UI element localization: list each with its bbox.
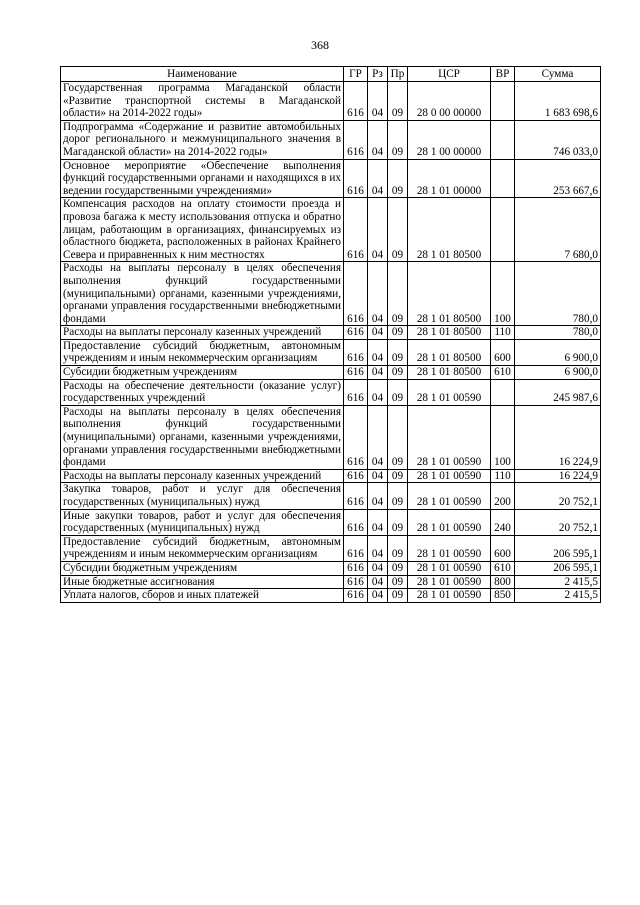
table-row — [61, 82, 601, 121]
table-row — [61, 339, 601, 365]
cell-rz: 04 — [368, 198, 388, 262]
cell-vr — [491, 379, 515, 405]
cell-gr: 616 — [344, 82, 368, 121]
cell-csr: 28 1 01 00590 — [408, 405, 491, 469]
column-header-sum: Сумма — [515, 67, 601, 82]
page-number: 368 — [311, 38, 329, 52]
cell-rz: 04 — [368, 535, 388, 561]
table-row — [61, 509, 601, 535]
cell-gr: 616 — [344, 198, 368, 262]
cell-pr: 09 — [388, 82, 408, 121]
cell-sum: 6 900,0 — [515, 339, 601, 365]
cell-gr: 616 — [344, 326, 368, 340]
cell-name: Основное мероприятие «Обеспечение выполнения функций государственными органами и находящихся в их ведении государственными учреждениями» — [61, 159, 344, 198]
cell-sum: 2 415,5 — [515, 589, 601, 603]
cell-vr: 610 — [491, 561, 515, 575]
cell-vr: 100 — [491, 262, 515, 326]
cell-sum: 7 680,0 — [515, 198, 601, 262]
cell-name: Государственная программа Магаданской области «Развитие транспортной системы в Магаданской области» на 2014-2022 годы» — [61, 82, 344, 121]
cell-rz: 04 — [368, 159, 388, 198]
cell-gr: 616 — [344, 535, 368, 561]
cell-csr: 28 1 01 00590 — [408, 561, 491, 575]
table-row — [61, 120, 601, 159]
cell-name: Иные закупки товаров, работ и услуг для обеспечения государственных (муниципальных) нужд — [61, 509, 344, 535]
table-row — [61, 575, 601, 589]
cell-vr: 240 — [491, 509, 515, 535]
cell-sum: 253 667,6 — [515, 159, 601, 198]
cell-rz: 04 — [368, 589, 388, 603]
cell-pr: 09 — [388, 589, 408, 603]
cell-pr: 09 — [388, 198, 408, 262]
table-row — [61, 469, 601, 483]
cell-vr: 100 — [491, 405, 515, 469]
cell-pr: 09 — [388, 366, 408, 380]
cell-gr: 616 — [344, 120, 368, 159]
cell-name: Субсидии бюджетным учреждениям — [61, 366, 344, 380]
cell-gr: 616 — [344, 483, 368, 509]
cell-pr: 09 — [388, 509, 408, 535]
table-row — [61, 262, 601, 326]
cell-name: Расходы на обеспечение деятельности (оказание услуг) государственных учреждений — [61, 379, 344, 405]
cell-pr: 09 — [388, 326, 408, 340]
cell-csr: 28 1 01 80500 — [408, 339, 491, 365]
cell-name: Расходы на выплаты персоналу казенных учреждений — [61, 326, 344, 340]
table-row — [61, 159, 601, 198]
table-row — [61, 326, 601, 340]
cell-pr: 09 — [388, 575, 408, 589]
table-row — [61, 561, 601, 575]
cell-sum: 746 033,0 — [515, 120, 601, 159]
cell-sum: 780,0 — [515, 262, 601, 326]
table-header-row — [61, 67, 601, 82]
cell-rz: 04 — [368, 82, 388, 121]
cell-sum: 245 987,6 — [515, 379, 601, 405]
cell-rz: 04 — [368, 469, 388, 483]
cell-name: Предоставление субсидий бюджетным, автономным учреждениям и иным некоммерческим организациям — [61, 339, 344, 365]
cell-csr: 28 1 01 80500 — [408, 198, 491, 262]
cell-name: Предоставление субсидий бюджетным, автономным учреждениям и иным некоммерческим организациям — [61, 535, 344, 561]
cell-sum: 1 683 698,6 — [515, 82, 601, 121]
cell-rz: 04 — [368, 483, 388, 509]
cell-pr: 09 — [388, 561, 408, 575]
cell-csr: 28 1 01 00590 — [408, 483, 491, 509]
cell-rz: 04 — [368, 405, 388, 469]
cell-sum: 6 900,0 — [515, 366, 601, 380]
cell-rz: 04 — [368, 379, 388, 405]
cell-pr: 09 — [388, 483, 408, 509]
cell-sum: 20 752,1 — [515, 483, 601, 509]
table-row — [61, 589, 601, 603]
table-row — [61, 483, 601, 509]
cell-rz: 04 — [368, 339, 388, 365]
cell-name: Расходы на выплаты персоналу казенных учреждений — [61, 469, 344, 483]
column-header-rz: Рз — [368, 67, 388, 82]
cell-sum: 206 595,1 — [515, 561, 601, 575]
cell-name: Закупка товаров, работ и услуг для обеспечения государственных (муниципальных) нужд — [61, 483, 344, 509]
column-header-name: Наименование — [61, 67, 344, 82]
cell-vr: 110 — [491, 469, 515, 483]
cell-rz: 04 — [368, 326, 388, 340]
cell-pr: 09 — [388, 339, 408, 365]
cell-vr: 800 — [491, 575, 515, 589]
cell-pr: 09 — [388, 120, 408, 159]
cell-rz: 04 — [368, 575, 388, 589]
cell-sum: 20 752,1 — [515, 509, 601, 535]
cell-pr: 09 — [388, 469, 408, 483]
cell-vr: 610 — [491, 366, 515, 380]
cell-csr: 28 1 01 80500 — [408, 366, 491, 380]
cell-csr: 28 1 01 80500 — [408, 262, 491, 326]
column-header-csr: ЦСР — [408, 67, 491, 82]
cell-pr: 09 — [388, 405, 408, 469]
cell-name: Уплата налогов, сборов и иных платежей — [61, 589, 344, 603]
cell-csr: 28 0 00 00000 — [408, 82, 491, 121]
cell-pr: 09 — [388, 535, 408, 561]
column-header-vr: ВР — [491, 67, 515, 82]
cell-pr: 09 — [388, 379, 408, 405]
column-header-pr: Пр — [388, 67, 408, 82]
cell-rz: 04 — [368, 509, 388, 535]
budget-table — [60, 66, 601, 603]
cell-gr: 616 — [344, 589, 368, 603]
cell-rz: 04 — [368, 120, 388, 159]
cell-pr: 09 — [388, 159, 408, 198]
cell-gr: 616 — [344, 561, 368, 575]
cell-csr: 28 1 00 00000 — [408, 120, 491, 159]
cell-sum: 16 224,9 — [515, 469, 601, 483]
cell-gr: 616 — [344, 262, 368, 326]
column-header-gr: ГР — [344, 67, 368, 82]
cell-csr: 28 1 01 80500 — [408, 326, 491, 340]
cell-gr: 616 — [344, 379, 368, 405]
cell-vr: 600 — [491, 535, 515, 561]
cell-rz: 04 — [368, 561, 388, 575]
cell-sum: 16 224,9 — [515, 405, 601, 469]
cell-csr: 28 1 01 00000 — [408, 159, 491, 198]
cell-gr: 616 — [344, 509, 368, 535]
cell-gr: 616 — [344, 159, 368, 198]
cell-sum: 780,0 — [515, 326, 601, 340]
cell-gr: 616 — [344, 405, 368, 469]
cell-name: Субсидии бюджетным учреждениям — [61, 561, 344, 575]
cell-vr: 600 — [491, 339, 515, 365]
cell-pr: 09 — [388, 262, 408, 326]
cell-csr: 28 1 01 00590 — [408, 509, 491, 535]
cell-name: Компенсация расходов на оплату стоимости проезда и провоза багажа к месту использования отпуска и обратно лицам, работающим в организациях, финансируемых из областного бюджета, расположенных в районах Крайнего Севера и приравненных к ним местностях — [61, 198, 344, 262]
cell-name: Расходы на выплаты персоналу в целях обеспечения выполнения функций государственными (муниципальными) органами, казенными учреждениями, органами управления государственными внебюджетными фондами — [61, 262, 344, 326]
cell-vr — [491, 120, 515, 159]
cell-gr: 616 — [344, 575, 368, 589]
cell-gr: 616 — [344, 366, 368, 380]
table-row — [61, 379, 601, 405]
cell-gr: 616 — [344, 469, 368, 483]
table-row — [61, 405, 601, 469]
table-row — [61, 366, 601, 380]
cell-csr: 28 1 01 00590 — [408, 469, 491, 483]
table-row — [61, 198, 601, 262]
table-row — [61, 535, 601, 561]
cell-name: Расходы на выплаты персоналу в целях обеспечения выполнения функций государственными (муниципальными) органами, казенными учреждениями, органами управления государственными внебюджетными фондами — [61, 405, 344, 469]
cell-vr — [491, 159, 515, 198]
cell-vr: 110 — [491, 326, 515, 340]
cell-rz: 04 — [368, 366, 388, 380]
cell-csr: 28 1 01 00590 — [408, 379, 491, 405]
cell-name: Подпрограмма «Содержание и развитие автомобильных дорог регионального и межмуниципального значения в Магаданской области» на 2014-2022 годы» — [61, 120, 344, 159]
cell-vr: 200 — [491, 483, 515, 509]
cell-vr: 850 — [491, 589, 515, 603]
cell-sum: 2 415,5 — [515, 575, 601, 589]
cell-csr: 28 1 01 00590 — [408, 535, 491, 561]
cell-rz: 04 — [368, 262, 388, 326]
cell-gr: 616 — [344, 339, 368, 365]
cell-csr: 28 1 01 00590 — [408, 575, 491, 589]
cell-csr: 28 1 01 00590 — [408, 589, 491, 603]
cell-vr — [491, 82, 515, 121]
cell-vr — [491, 198, 515, 262]
table-body — [61, 82, 601, 603]
cell-name: Иные бюджетные ассигнования — [61, 575, 344, 589]
cell-sum: 206 595,1 — [515, 535, 601, 561]
